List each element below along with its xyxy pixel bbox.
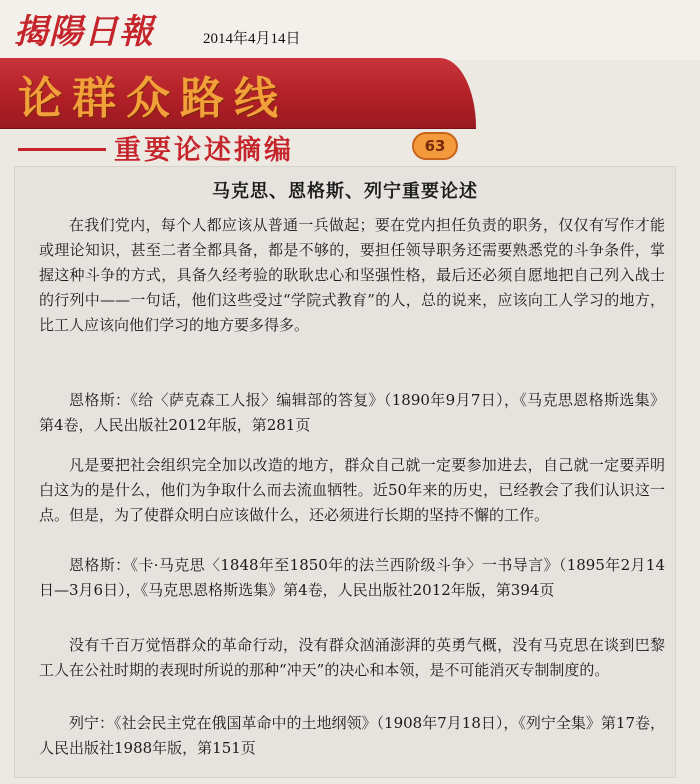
- sub-banner-dash: [18, 148, 106, 151]
- publication-date: 2014年4月14日: [203, 31, 301, 47]
- citation-2: 恩格斯：《卡·马克思〈1848年至1850年的法兰西阶级斗争〉一书导言》（1895年2月14日—3月6日），《马克思恩格斯选集》第4卷，人民出版社2012年版，第394页: [39, 556, 665, 599]
- newspaper-logo: 揭陽日報: [14, 12, 154, 52]
- issue-number-badge: 63: [412, 132, 458, 160]
- section-banner: [0, 58, 476, 128]
- article-panel: [14, 166, 676, 778]
- masthead: [0, 0, 700, 60]
- quote-paragraph-2: 凡是要把社会组织完全加以改造的地方，群众自己就一定要参加进去，自己就一定要弄明白这为的是什么，他们为争取什么而去流血牺牲。近50年来的历史，已经教会了我们认识这一点。但是，为了使群众明白应该做什么，还必须进行长期的坚持不懈的工作。: [39, 456, 665, 524]
- sub-banner: [18, 128, 458, 166]
- sub-banner-title: 重要论述摘编: [114, 135, 294, 166]
- citation-1: 恩格斯：《给〈萨克森工人报〉编辑部的答复》（1890年9月7日），《马克思恩格斯选集》第4卷，人民出版社2012年版，第281页: [39, 391, 665, 434]
- citation-3: 列宁：《社会民主党在俄国革命中的土地纲领》（1908年7月18日），《列宁全集》第17卷，人民出版社1988年版，第151页: [39, 714, 665, 757]
- quote-paragraph-1: 在我们党内，每个人都应该从普通一兵做起；要在党内担任负责的职务，仅仅有写作才能或理论知识，甚至二者全都具备，都是不够的，要担任领导职务还需要熟悉党的斗争条件，掌握这种斗争的方式，具备久经考验的耿耿忠心和坚强性格，最后还必须自愿地把自己列入战士的行列中——一句话，他们这些受过“学院式教育”的人，总的说来，应该向工人学习的地方，比工人应该向他们学习的地方要多得多。: [39, 216, 665, 334]
- banner-title: 论群众路线: [18, 73, 288, 124]
- article-heading: 马克思、恩格斯、列宁重要论述: [212, 181, 478, 202]
- quote-paragraph-3: 没有千百万觉悟群众的革命行动，没有群众汹涌澎湃的英勇气概，没有马克思在谈到巴黎工人在公社时期的表现时所说的那种“冲天”的决心和本领，是不可能消灭专制制度的。: [39, 636, 665, 679]
